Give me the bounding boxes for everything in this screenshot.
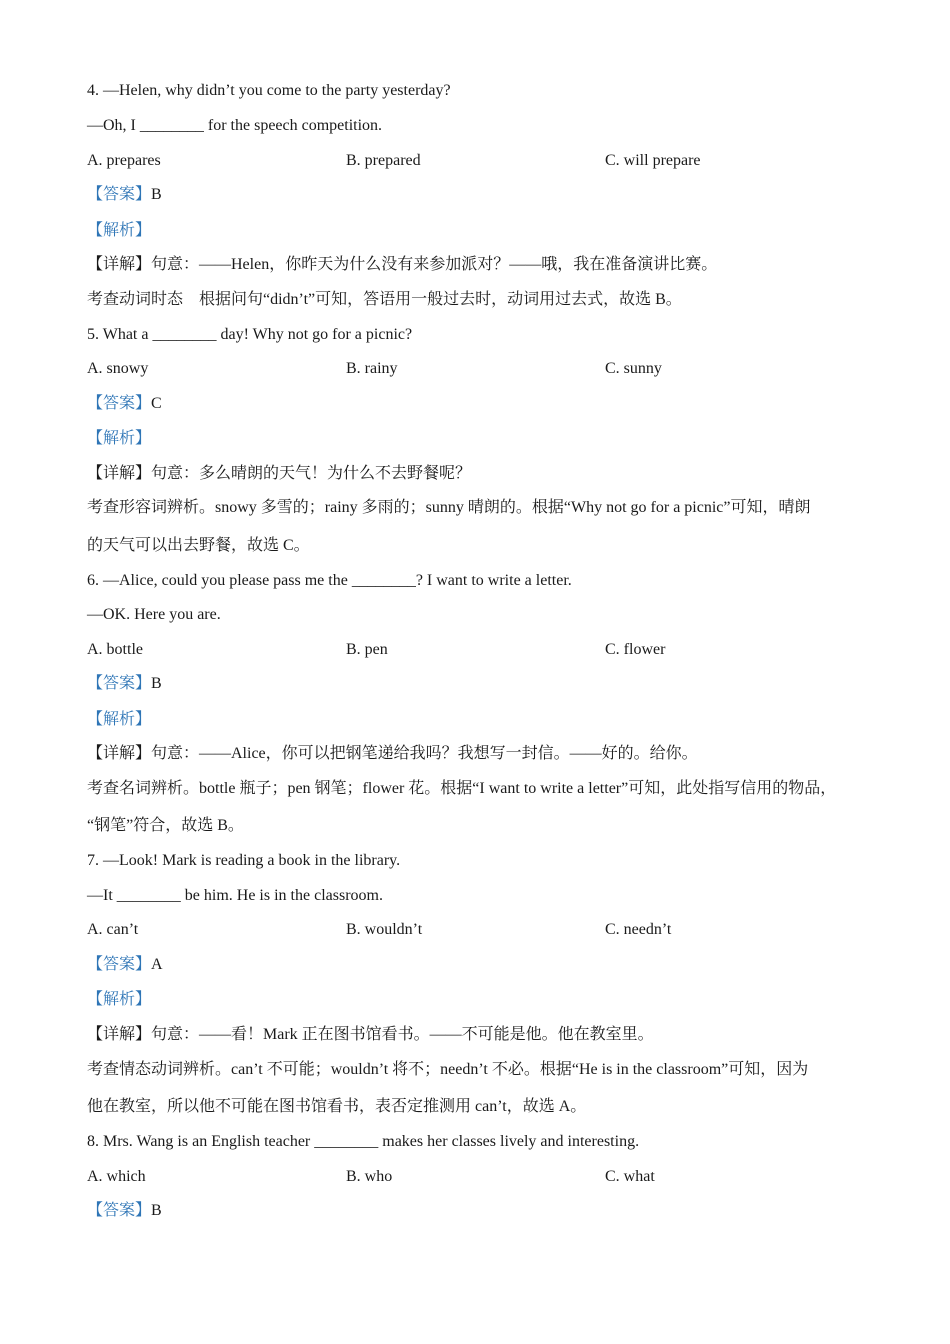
question-7-stem-line-1: 7. —Look! Mark is reading a book in the library.: [87, 852, 401, 869]
option-a: A. snowy: [87, 360, 149, 377]
question-5-detail-line-2: 考查形容词辨析。snowy 多雪的；rainy 多雨的；sunny 晴朗的。根据“Why not go for a picnic”可知，晴朗: [87, 499, 811, 516]
question-6-detail-line-2: 考查名词辨析。bottle 瓶子；pen 钢笔；flower 花。根据“I want to write a letter”可知，此处指写信用的物品，: [87, 780, 837, 797]
question-5-stem-line-1: 5. What a ________ day! Why not go for a picnic?: [87, 326, 413, 343]
question-5-detail-line-1: 【详解】句意：多么晴朗的天气！为什么不去野餐呢？: [87, 465, 472, 482]
question-6-detail-line-1: 【详解】句意：——Alice，你可以把钢笔递给我吗？我想写一封信。——好的。给你。: [87, 745, 698, 762]
question-7-analysis-label: 【解析】: [87, 991, 152, 1008]
option-a: A. prepares: [87, 152, 161, 169]
question-5-options: [87, 359, 867, 379]
option-c: C. needn’t: [605, 921, 672, 938]
answer-value: A: [151, 956, 163, 973]
question-6-answer: [87, 674, 162, 694]
answer-label: 【答案】: [87, 395, 152, 412]
option-b: B. rainy: [346, 360, 398, 377]
question-7-detail-line-1: 【详解】句意：——看！Mark 正在图书馆看书。——不可能是他。他在教室里。: [87, 1026, 654, 1043]
question-8-stem-line-1: 8. Mrs. Wang is an English teacher ________ makes her classes lively and interesting.: [87, 1133, 640, 1150]
option-c: C. will prepare: [605, 152, 701, 169]
answer-label: 【答案】: [87, 675, 152, 692]
question-6-stem-line-1: 6. —Alice, could you please pass me the ________? I want to write a letter.: [87, 572, 572, 589]
option-b: B. who: [346, 1168, 393, 1185]
question-7-answer: [87, 955, 163, 975]
question-4-detail-line-1: 【详解】句意：——Helen，你昨天为什么没有来参加派对？——哦，我在准备演讲比赛。: [87, 256, 718, 273]
question-4-stem-line-2: —Oh, I ________ for the speech competition.: [87, 117, 383, 134]
question-7-detail-line-3: 他在教室，所以他不可能在图书馆看书，表否定推测用 can’t，故选 A。: [87, 1098, 587, 1115]
question-4-detail-line-2: 考查动词时态 根据问句“didn’t”可知，答语用一般过去时，动词用过去式，故选 B。: [87, 291, 682, 308]
answer-value: B: [151, 675, 162, 692]
answer-label: 【答案】: [87, 186, 152, 203]
question-8-answer: [87, 1201, 162, 1221]
option-b: B. pen: [346, 641, 388, 658]
question-4-analysis-label: 【解析】: [87, 222, 152, 239]
option-c: C. what: [605, 1168, 655, 1185]
question-7-stem-line-2: —It ________ be him. He is in the classroom.: [87, 887, 383, 904]
option-b: B. prepared: [346, 152, 421, 169]
answer-label: 【答案】: [87, 1202, 152, 1219]
question-8-options: [87, 1167, 867, 1187]
question-5-answer: [87, 394, 162, 414]
question-7-detail-line-2: 考查情态动词辨析。can’t 不可能；wouldn’t 将不；needn’t 不必。根据“He is in the classroom”可知，因为: [87, 1061, 809, 1078]
question-5-detail-line-3: 的天气可以出去野餐，故选 C。: [87, 537, 310, 554]
option-c: C. flower: [605, 641, 666, 658]
question-4-stem-line-1: 4. —Helen, why didn’t you come to the party yesterday?: [87, 82, 451, 99]
question-4-answer: [87, 185, 162, 205]
answer-label: 【答案】: [87, 956, 152, 973]
question-5-analysis-label: 【解析】: [87, 430, 152, 447]
answer-value: C: [151, 395, 162, 412]
question-4-options: [87, 151, 867, 171]
question-6-analysis-label: 【解析】: [87, 711, 152, 728]
answer-value: B: [151, 186, 162, 203]
option-b: B. wouldn’t: [346, 921, 423, 938]
option-a: A. which: [87, 1168, 146, 1185]
question-7-options: [87, 920, 867, 940]
option-c: C. sunny: [605, 360, 662, 377]
option-a: A. can’t: [87, 921, 139, 938]
question-6-options: [87, 640, 867, 660]
option-a: A. bottle: [87, 641, 143, 658]
answer-value: B: [151, 1202, 162, 1219]
question-6-stem-line-2: —OK. Here you are.: [87, 606, 221, 623]
question-6-detail-line-3: “钢笔”符合，故选 B。: [87, 817, 244, 834]
